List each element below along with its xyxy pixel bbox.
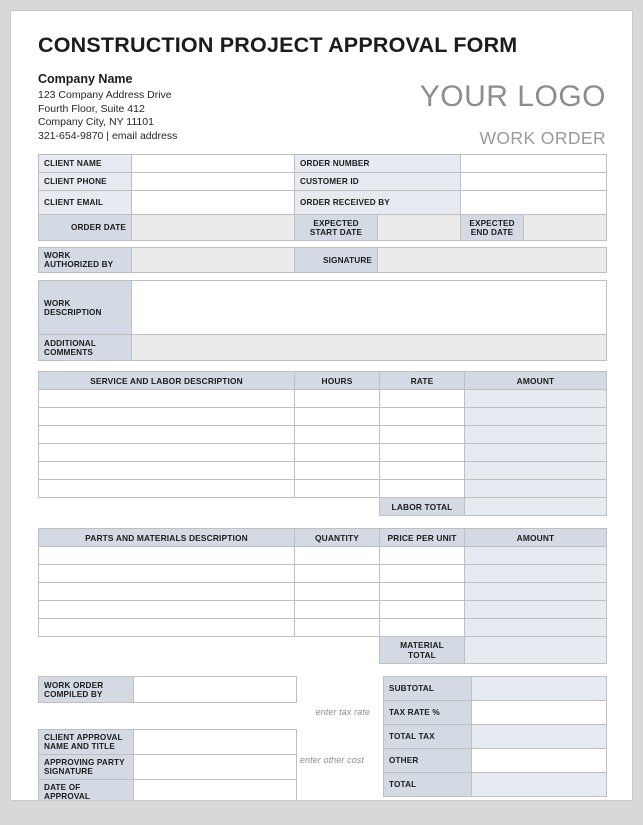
labor-total-value [465, 498, 607, 516]
company-address-line-1: 123 Company Address Drive [38, 89, 172, 101]
table-row [39, 780, 297, 802]
materials-quantity-cell[interactable] [295, 547, 380, 565]
materials-description-cell[interactable] [39, 583, 295, 601]
total-value [472, 773, 607, 797]
table-row [39, 462, 607, 480]
table-row [39, 426, 607, 444]
client-phone-input[interactable] [132, 173, 295, 191]
labor-rate-cell[interactable] [380, 408, 465, 426]
table-row [39, 173, 607, 191]
labor-rate-cell[interactable] [380, 444, 465, 462]
materials-price-cell[interactable] [380, 601, 465, 619]
tax-rate-hint: enter tax rate [315, 707, 370, 717]
work-description-label: WORK DESCRIPTION [39, 281, 132, 335]
materials-header-price: PRICE PER UNIT [380, 529, 465, 547]
totals-section [383, 676, 606, 797]
material-total-value [465, 637, 607, 664]
labor-amount-cell [465, 408, 607, 426]
materials-amount-cell [465, 565, 607, 583]
date-of-approval-label: DATE OF APPROVAL [39, 780, 134, 802]
labor-hours-cell[interactable] [295, 444, 380, 462]
labor-rate-cell[interactable] [380, 462, 465, 480]
company-name: Company Name [38, 72, 133, 86]
subtotal-value [472, 677, 607, 701]
description-table [38, 280, 607, 361]
labor-description-cell[interactable] [39, 426, 295, 444]
material-total-spacer [39, 637, 380, 664]
order-date-input[interactable] [132, 215, 295, 241]
order-number-label: ORDER NUMBER [295, 155, 461, 173]
company-address-line-2: Fourth Floor, Suite 412 [38, 102, 145, 115]
labor-description-cell[interactable] [39, 390, 295, 408]
client-name-label: CLIENT NAME [39, 155, 132, 173]
other-label: OTHER [384, 749, 472, 773]
labor-total-spacer [39, 498, 380, 516]
labor-amount-cell [465, 462, 607, 480]
materials-header-description: PARTS AND MATERIALS DESCRIPTION [39, 529, 295, 547]
labor-header-description: SERVICE AND LABOR DESCRIPTION [39, 372, 295, 390]
materials-description-cell[interactable] [39, 601, 295, 619]
client-name-input[interactable] [132, 155, 295, 173]
labor-total-row [39, 498, 607, 516]
work-description-input[interactable] [132, 281, 607, 335]
form-page [10, 10, 633, 801]
table-row [39, 583, 607, 601]
form-type-label: WORK ORDER [479, 128, 606, 148]
labor-rate-cell[interactable] [380, 480, 465, 498]
table-row [384, 773, 607, 797]
materials-description-cell[interactable] [39, 565, 295, 583]
table-row [39, 619, 607, 637]
materials-table [38, 528, 607, 664]
materials-quantity-cell[interactable] [295, 583, 380, 601]
materials-description-cell[interactable] [39, 619, 295, 637]
table-row [39, 730, 297, 755]
table-row [39, 408, 607, 426]
table-row [384, 749, 607, 773]
order-received-by-label: ORDER RECEIVED BY [295, 191, 461, 215]
labor-header-amount: AMOUNT [465, 372, 607, 390]
labor-description-cell[interactable] [39, 462, 295, 480]
materials-description-cell[interactable] [39, 547, 295, 565]
materials-price-cell[interactable] [380, 565, 465, 583]
table-row [39, 281, 607, 335]
table-row [39, 547, 607, 565]
materials-quantity-cell[interactable] [295, 601, 380, 619]
labor-hours-cell[interactable] [295, 426, 380, 444]
bottom-section [38, 676, 606, 801]
materials-amount-cell [465, 583, 607, 601]
customer-id-label: CUSTOMER ID [295, 173, 461, 191]
client-email-input[interactable] [132, 191, 295, 215]
table-row [39, 565, 607, 583]
table-row [384, 725, 607, 749]
labor-amount-cell [465, 444, 607, 462]
work-order-compiled-by-label: WORK ORDER COMPILED BY [39, 677, 134, 703]
total-tax-label: TOTAL TAX [384, 725, 472, 749]
customer-id-input[interactable] [461, 173, 607, 191]
compiled-by-table [38, 676, 297, 703]
labor-header-hours: HOURS [295, 372, 380, 390]
subtotal-label: SUBTOTAL [384, 677, 472, 701]
labor-total-label: LABOR TOTAL [380, 498, 465, 516]
total-label: TOTAL [384, 773, 472, 797]
labor-hours-cell[interactable] [295, 462, 380, 480]
labor-hours-cell[interactable] [295, 408, 380, 426]
table-row [39, 480, 607, 498]
labor-header-rate: RATE [380, 372, 465, 390]
client-approval-name-label: CLIENT APPROVAL NAME AND TITLE [39, 730, 134, 755]
labor-amount-cell [465, 480, 607, 498]
material-total-label: MATERIAL TOTAL [380, 637, 465, 664]
labor-description-cell[interactable] [39, 408, 295, 426]
table-row [39, 191, 607, 215]
material-total-row [39, 637, 607, 664]
expected-end-date-label: EXPECTED END DATE [461, 215, 524, 241]
materials-price-cell[interactable] [380, 547, 465, 565]
table-row [39, 677, 297, 703]
order-number-input[interactable] [461, 155, 607, 173]
materials-price-cell[interactable] [380, 583, 465, 601]
labor-amount-cell [465, 426, 607, 444]
work-authorized-by-input[interactable] [132, 248, 295, 273]
expected-start-date-label: EXPECTED START DATE [295, 215, 378, 241]
logo-block [420, 80, 606, 149]
work-order-compiled-by-input[interactable] [134, 677, 297, 703]
table-row [39, 601, 607, 619]
table-row [384, 701, 607, 725]
labor-rate-cell[interactable] [380, 426, 465, 444]
other-input[interactable] [472, 749, 607, 773]
client-approval-table [38, 729, 297, 801]
table-row [39, 335, 607, 361]
company-block [38, 72, 177, 143]
labor-table [38, 371, 607, 516]
approval-section [38, 676, 296, 801]
document-header [38, 72, 606, 154]
page-title: CONSTRUCTION PROJECT APPROVAL FORM [38, 33, 518, 57]
table-row [39, 155, 607, 173]
work-authorized-by-label: WORK AUTHORIZED BY [39, 248, 132, 273]
materials-header-amount: AMOUNT [465, 529, 607, 547]
tax-rate-label: TAX RATE % [384, 701, 472, 725]
table-header-row [39, 372, 607, 390]
other-cost-hint: enter other cost [299, 755, 364, 765]
labor-hours-cell[interactable] [295, 390, 380, 408]
totals-table [383, 676, 607, 797]
expected-start-date-input[interactable] [378, 215, 461, 241]
order-received-by-input[interactable] [461, 191, 607, 215]
authorization-table [38, 247, 607, 273]
table-row [39, 390, 607, 408]
date-of-approval-input[interactable] [134, 780, 297, 802]
approving-party-signature-label: APPROVING PARTY SIGNATURE [39, 755, 134, 780]
company-address-line-3: Company City, NY 11101 [38, 116, 154, 129]
table-header-row [39, 529, 607, 547]
labor-rate-cell[interactable] [380, 390, 465, 408]
additional-comments-label: ADDITIONAL COMMENTS [39, 335, 132, 361]
additional-comments-input[interactable] [132, 335, 607, 361]
labor-description-cell[interactable] [39, 444, 295, 462]
client-approval-name-input[interactable] [134, 730, 297, 755]
order-date-label: ORDER DATE [39, 215, 132, 241]
labor-amount-cell [465, 390, 607, 408]
client-email-label: CLIENT EMAIL [39, 191, 132, 215]
materials-amount-cell [465, 601, 607, 619]
expected-end-date-input[interactable] [524, 215, 607, 241]
company-contact-line: 321-654-9870 | email address [38, 129, 178, 142]
client-phone-label: CLIENT PHONE [39, 173, 132, 191]
table-row [384, 677, 607, 701]
total-tax-value [472, 725, 607, 749]
table-row [39, 248, 607, 273]
table-row [39, 215, 607, 241]
signature-input[interactable] [378, 248, 607, 273]
tax-rate-input[interactable] [472, 701, 607, 725]
logo-placeholder: YOUR LOGO [419, 80, 606, 113]
client-order-info-table [38, 154, 607, 241]
materials-quantity-cell[interactable] [295, 619, 380, 637]
signature-label: SIGNATURE [295, 248, 378, 273]
materials-price-cell[interactable] [380, 619, 465, 637]
materials-amount-cell [465, 547, 607, 565]
labor-description-cell[interactable] [39, 480, 295, 498]
table-row [39, 444, 607, 462]
labor-hours-cell[interactable] [295, 480, 380, 498]
materials-quantity-cell[interactable] [295, 565, 380, 583]
materials-amount-cell [465, 619, 607, 637]
materials-header-quantity: QUANTITY [295, 529, 380, 547]
